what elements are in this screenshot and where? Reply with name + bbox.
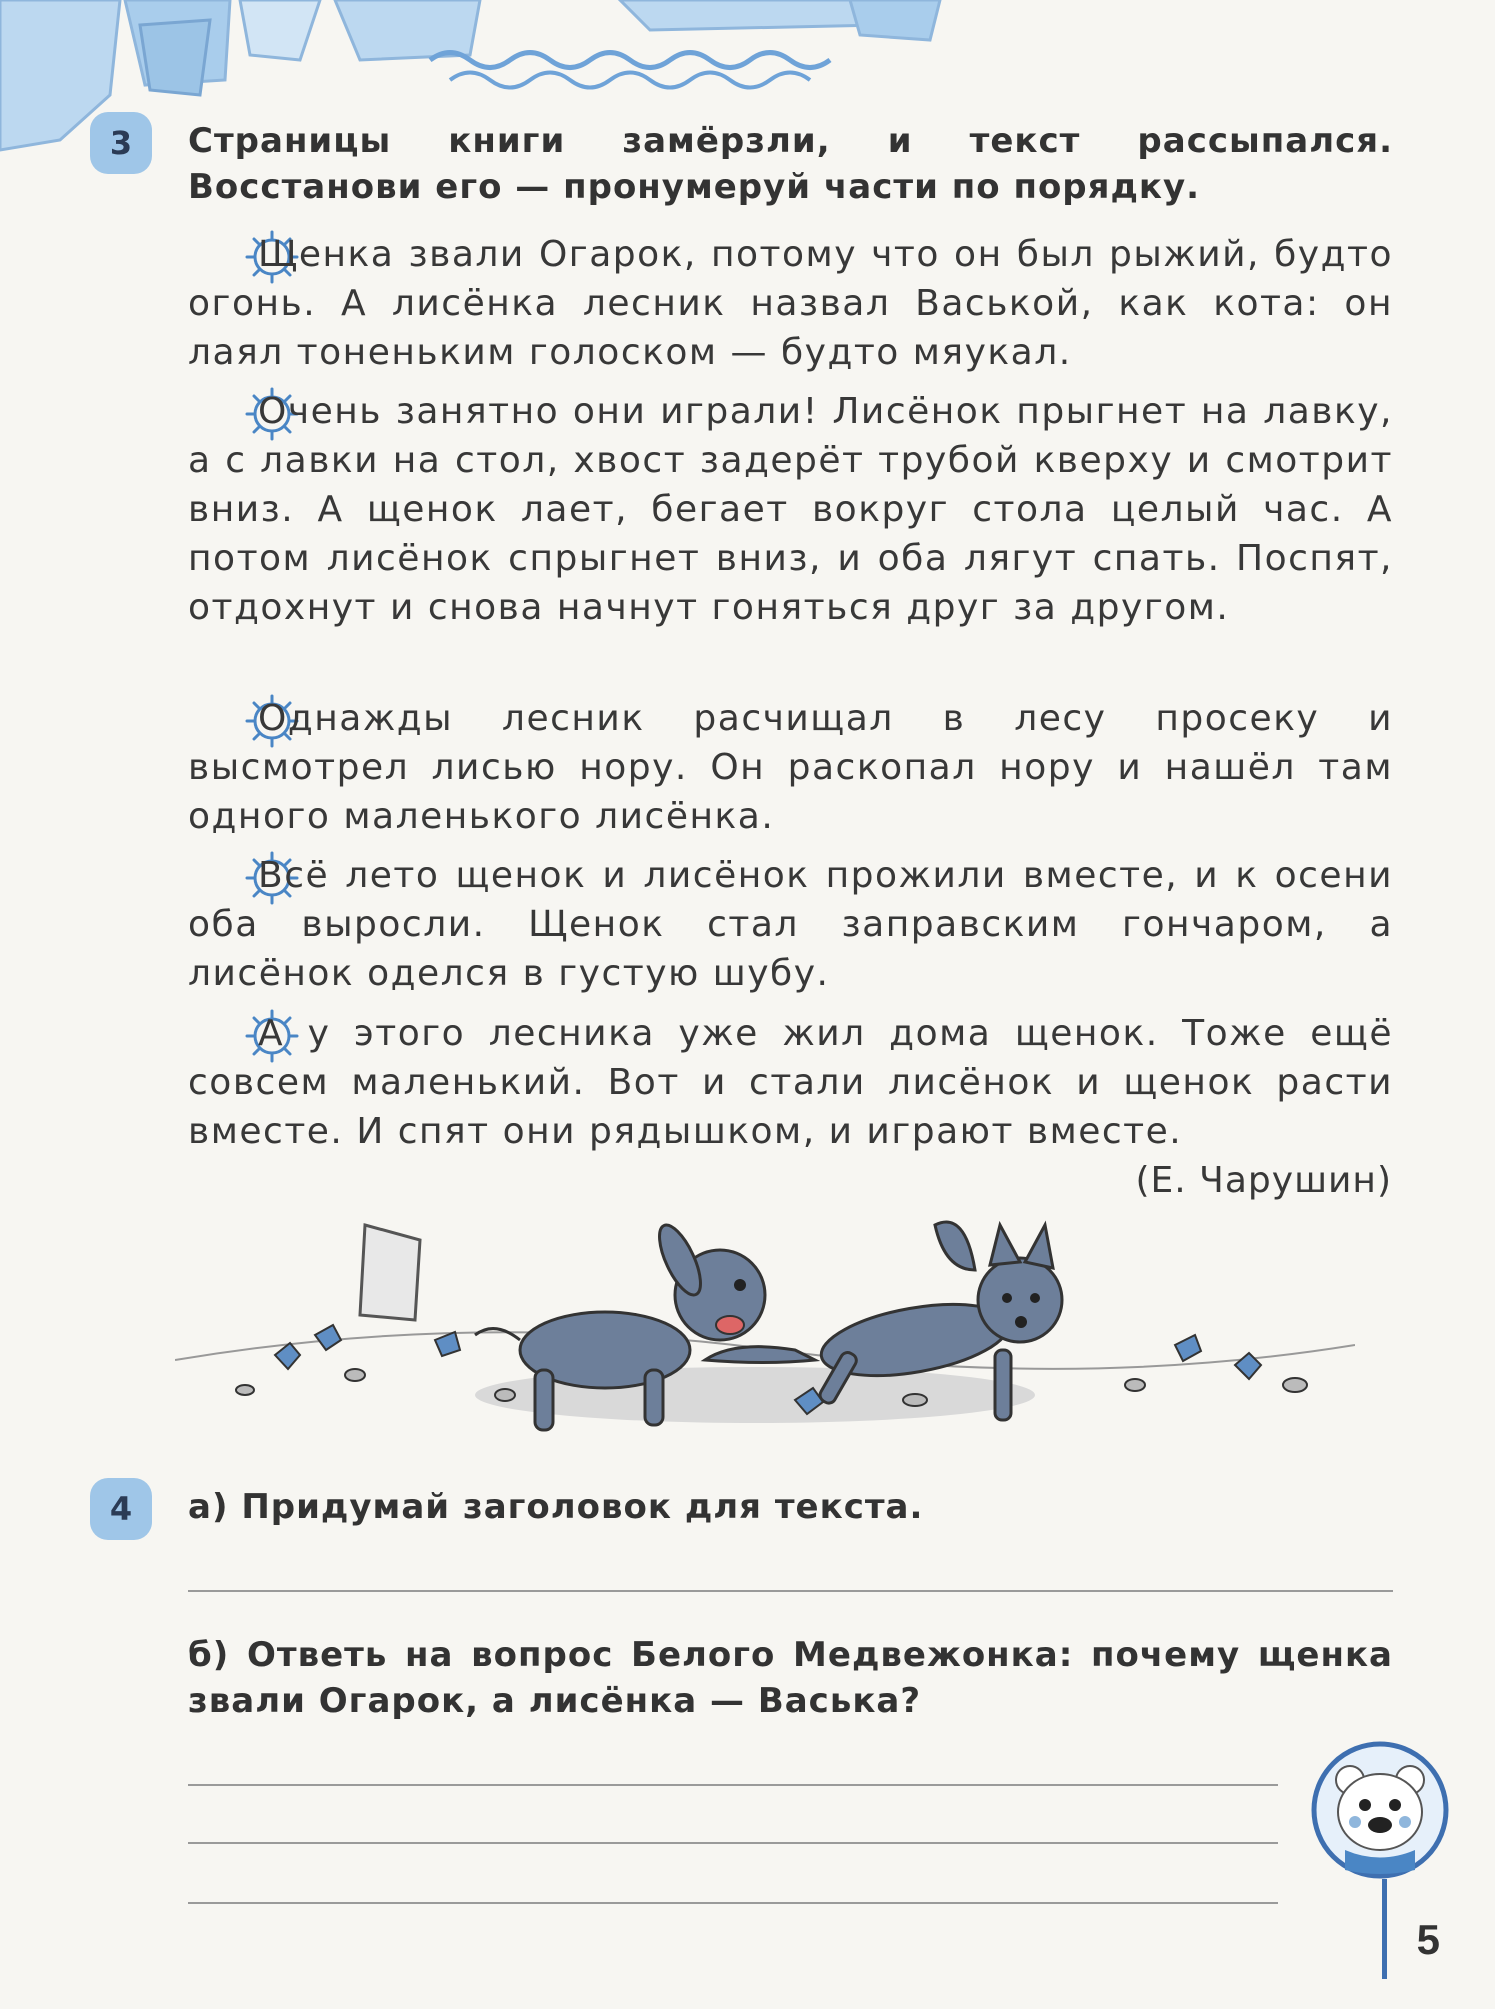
task-4-badge: 4 [90, 1478, 152, 1540]
puppy-and-fox-illustration [175, 1200, 1355, 1440]
paragraph-1: Щенка звали Огарок, потому что он был рыжий, будто огонь. А лисёнка лесник назвал Васькой, как кота: он лаял тоненьким голоском — будто мяукал. [188, 234, 1393, 373]
answer-line-b2[interactable] [188, 1842, 1278, 1844]
task-3-badge: 3 [90, 112, 152, 174]
paragraph-4: Всё лето щенок и лисёнок прожили вместе, и к осени оба выросли. Щенок стал заправским гончаром, а лисёнок оделся в густую шубу. [188, 855, 1393, 994]
answer-line-b3[interactable] [188, 1902, 1278, 1904]
paragraph-3: Однажды лесник расчищал в лесу просеку и высмотрел лисью нору. Он раскопал нору и нашёл там одного маленького лисёнка. [188, 698, 1393, 837]
paragraph-5: А у этого лесника уже жил дома щенок. Тоже ещё совсем маленький. Вот и стали лисёнок и щенок расти вместе. И спят они рядышком, и играют вместе. [188, 1013, 1393, 1152]
page-number: 5 [1416, 1916, 1440, 1963]
author-credit: (Е. Чарушин) [1135, 1160, 1392, 1201]
answer-line-b1[interactable] [188, 1784, 1278, 1786]
question-b: б) Ответь на вопрос Белого Медвежонка: почему щенка звали Огарок, а лисёнка — Васька? [188, 1635, 1393, 1721]
question-a: а) Придумай заголовок для текста. [188, 1487, 924, 1527]
answer-line-a[interactable] [188, 1590, 1393, 1592]
task-3-title: Страницы книги замёрзли, и текст рассыпался. Восстанови его — пронумеруй части по порядку. [188, 121, 1393, 207]
page-number-bar [1382, 1879, 1387, 1979]
white-bear-cub-icon [1310, 1740, 1450, 1880]
paragraph-2: Очень занятно они играли! Лисёнок прыгнет на лавку, а с лавки на стол, хвост задерёт трубой кверху и смотрит вниз. А щенок лает, бегает вокруг стола целый час. А потом лисёнок спрыгнет вниз, и оба лягут спать. Поспят, отдохнут и снова начнут гоняться друг за другом. [188, 391, 1393, 628]
